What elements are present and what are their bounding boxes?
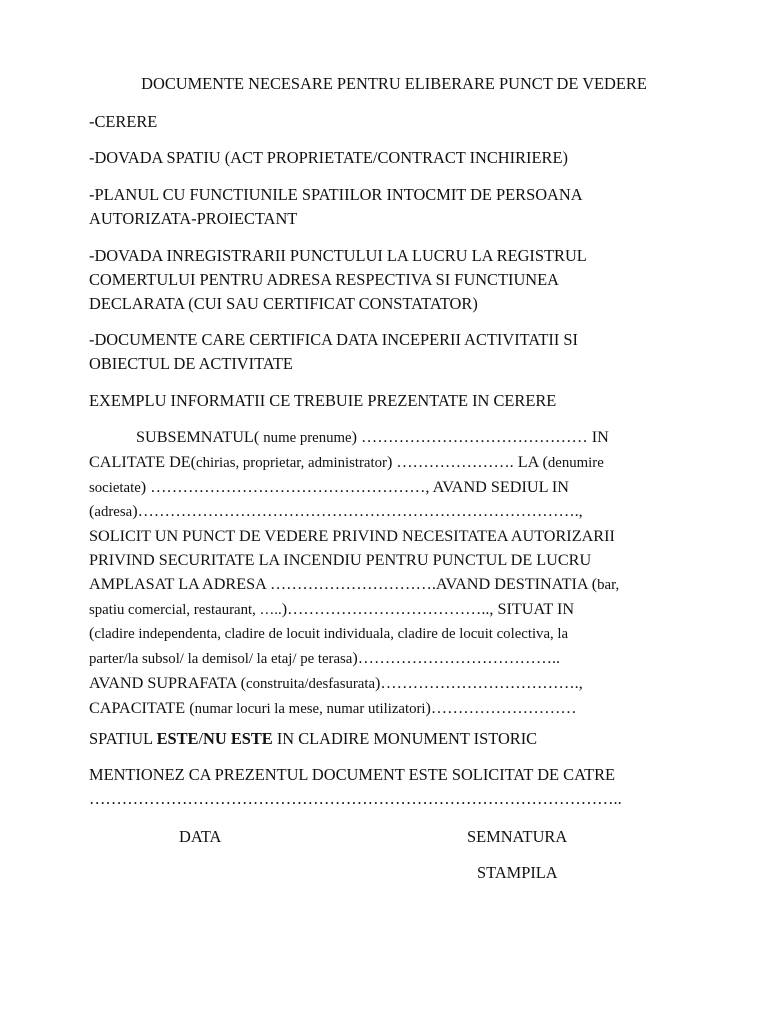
- document-title: DOCUMENTE NECESARE PENTRU ELIBERARE PUNCT DE VEDERE: [141, 74, 647, 93]
- form-line-calitate: CALITATE DE(chirias, proprietar, administrator) …………………. LA (denumire: [89, 452, 604, 471]
- item-inregistrare: [89, 244, 689, 316]
- request-form-example: [89, 426, 689, 722]
- form-line-securitate: PRIVIND SECURITATE LA INCENDIU PENTRU PUNCTUL DE LUCRU: [89, 550, 592, 569]
- mentionez-statement: MENTIONEZ CA PREZENTUL DOCUMENT ESTE SOLICITAT DE CATRE: [89, 765, 616, 784]
- item-dovada-spatiu: -DOVADA SPATIU (ACT PROPRIETATE/CONTRACT INCHIRIERE): [89, 148, 568, 167]
- item-planul: [89, 183, 689, 231]
- form-line-societate: societate) ……………………………………………, AVAND SEDIUL IN: [89, 477, 569, 496]
- item-inregistrare-line-2: COMERTULUI PENTRU ADRESA RESPECTIVA SI FUNCTIUNEA: [89, 270, 559, 289]
- form-line-adresa: (adresa)……………………………………………………………………….,: [89, 502, 583, 521]
- option-nu-este: NU ESTE: [203, 729, 273, 748]
- mentionez-fill-line: ……………………………………………………………………………………..: [89, 789, 622, 808]
- exemplu-heading: EXEMPLU INFORMATII CE TREBUIE PREZENTATE IN CERERE: [89, 391, 557, 410]
- stamp-label: STAMPILA: [477, 863, 558, 882]
- form-line-capacitate: CAPACITATE (numar locuri la mese, numar utilizatori)………………………: [89, 698, 577, 717]
- form-line-cladire: (cladire independenta, cladire de locuit individuala, cladire de locuit colectiva, la: [89, 624, 569, 643]
- item-cerere: -CERERE: [89, 112, 158, 131]
- item-planul-line-2: AUTORIZATA-PROIECTANT: [89, 209, 298, 228]
- item-planul-line-1: -PLANUL CU FUNCTIUNILE SPATIILOR INTOCMIT DE PERSOANA: [89, 185, 583, 204]
- item-documente-certificare: [89, 328, 689, 376]
- form-line-subsemnatul: SUBSEMNATUL( nume prenume) …………………………………… IN: [136, 428, 609, 446]
- item-inregistrare-line-1: -DOVADA INREGISTRARII PUNCTULUI LA LUCRU LA REGISTRUL: [89, 246, 587, 265]
- form-line-solicit: SOLICIT UN PUNCT DE VEDERE PRIVIND NECESITATEA AUTORIZARII: [89, 527, 615, 546]
- item-documente-line-2: OBIECTUL DE ACTIVITATE: [89, 354, 293, 373]
- option-este: ESTE: [156, 729, 199, 748]
- monument-statement: SPATIUL ESTE/NU ESTE IN CLADIRE MONUMENT ISTORIC: [89, 729, 538, 748]
- form-line-suprafata: AVAND SUPRAFATA (construita/desfasurata)……………………………….,: [89, 673, 583, 692]
- signature-label: SEMNATURA: [467, 827, 568, 846]
- form-line-nivel: parter/la subsol/ la demisol/ la etaj/ pe terasa)………………………………..: [89, 649, 561, 668]
- form-line-destinatie: spatiu comercial, restaurant, …..)……………………………….., SITUAT IN: [89, 599, 575, 618]
- date-label: DATA: [179, 827, 222, 846]
- item-inregistrare-line-3: DECLARATA (CUI SAU CERTIFICAT CONSTATATOR): [89, 294, 478, 313]
- item-documente-line-1: -DOCUMENTE CARE CERTIFICA DATA INCEPERII ACTIVITATII SI: [89, 330, 579, 349]
- form-line-amplasat: AMPLASAT LA ADRESA ………………………….AVAND DESTINATIA (bar,: [89, 574, 620, 593]
